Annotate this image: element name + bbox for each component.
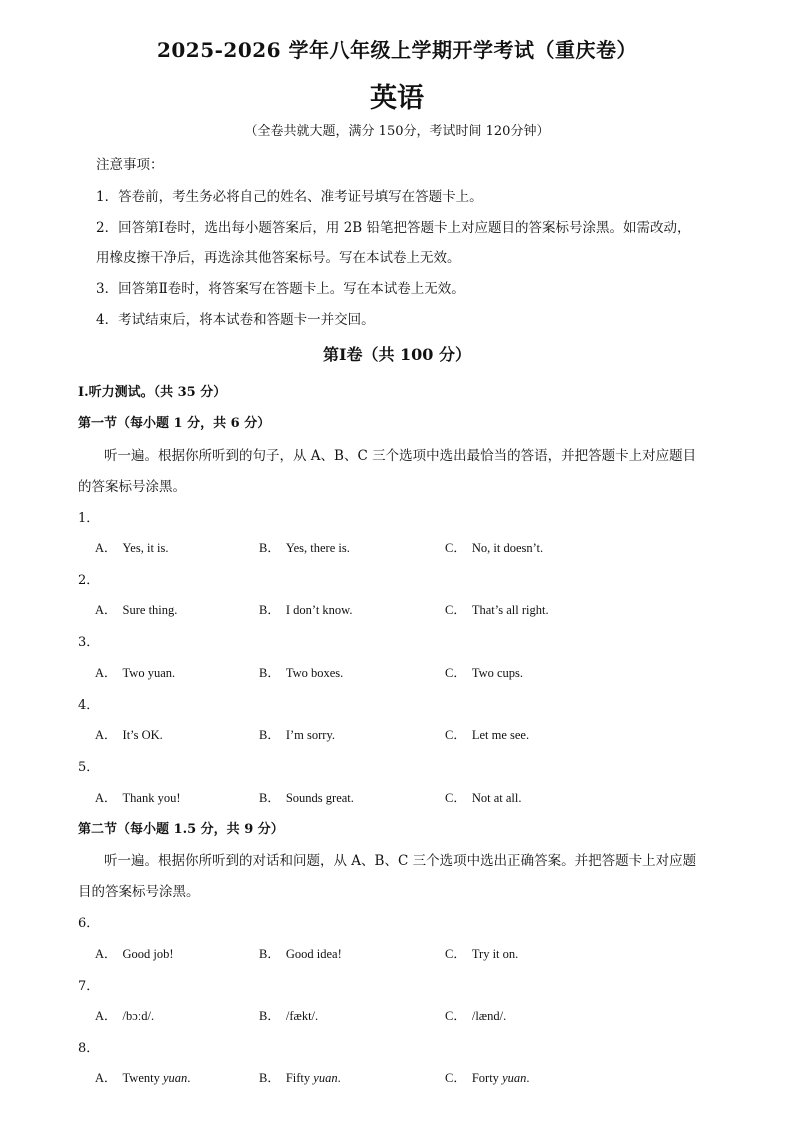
option-b: B． I don’t know. xyxy=(259,603,353,617)
section1-heading: 第一节（每小题 1 分，共 6 分） xyxy=(78,416,271,431)
option-a: A． Yes, it is. xyxy=(95,541,169,555)
notice-item-1: 1．答卷前，考生务必将自己的姓名、准考证号填写在答题卡上。 xyxy=(96,189,483,205)
option-a: A． Sure thing. xyxy=(95,603,178,617)
option-b: B． Yes, there is. xyxy=(259,541,350,555)
section2-heading: 第二节（每小题 1.5 分，共 9 分） xyxy=(78,822,284,837)
option-b: B． Two boxes. xyxy=(259,666,344,680)
question-number: 1． xyxy=(78,511,100,526)
subject-title: 英语 xyxy=(370,83,424,114)
notice-item-2-cont: 用橡皮擦干净后，再选涂其他答案标号。写在本试卷上无效。 xyxy=(96,250,461,266)
option-a: A． /bɔːd/. xyxy=(95,1009,155,1023)
option-c: C． Let me see. xyxy=(445,728,530,742)
notice-heading: 注意事项： xyxy=(96,157,164,173)
notice-item-3: 3．回答第Ⅱ卷时，将答案写在答题卡上。写在本试卷上无效。 xyxy=(96,281,465,297)
exam-info: （全卷共就大题，满分 150分，考试时间 120分钟） xyxy=(244,124,550,139)
question-number: 7． xyxy=(78,979,100,994)
option-b: B． I’m sorry. xyxy=(259,728,336,742)
option-c: C． No, it doesn’t. xyxy=(445,541,544,555)
part-heading: I.听力测试。（共 35 分） xyxy=(78,385,227,400)
section1-instruction: 听一遍。根据你所听到的句子，从 A、B、C 三个选项中选出最恰当的答语，并把答题卡上对应题目 xyxy=(104,448,697,464)
notice-item-2: 2．回答第Ⅰ卷时，选出每小题答案后，用 2B 铅笔把答题卡上对应题目的答案标号涂黑。如需改动， xyxy=(96,220,691,236)
option-c: C． Not at all. xyxy=(445,791,522,805)
option-c: C． Two cups. xyxy=(445,666,524,680)
option-c: C． /lænd/. xyxy=(445,1009,507,1023)
option-a: A． Good job! xyxy=(95,947,174,961)
option-a: A． Twenty yuan. xyxy=(95,1071,191,1085)
notice-item-4: 4．考试结束后，将本试卷和答题卡一并交回。 xyxy=(96,312,375,328)
section1-instruction-cont: 的答案标号涂黑。 xyxy=(78,479,186,495)
question-number: 8． xyxy=(78,1041,100,1056)
question-number: 2． xyxy=(78,573,100,588)
option-c: C． Try it on. xyxy=(445,947,519,961)
option-a: A． Two yuan. xyxy=(95,666,176,680)
question-number: 4． xyxy=(78,698,100,713)
option-a: A． It’s OK. xyxy=(95,728,163,742)
question-number: 3． xyxy=(78,635,100,650)
option-a: A． Thank you! xyxy=(95,791,181,805)
option-b: B． Fifty yuan. xyxy=(259,1071,341,1085)
volume-title: 第Ⅰ卷（共 100 分） xyxy=(322,345,472,364)
section2-instruction-cont: 目的答案标号涂黑。 xyxy=(78,884,200,900)
exam-title: 2025-2026 学年八年级上学期开学考试（重庆卷） xyxy=(156,38,638,62)
option-b: B． /fækt/. xyxy=(259,1009,319,1023)
option-b: B． Sounds great. xyxy=(259,791,354,805)
question-number: 5． xyxy=(78,760,100,775)
option-b: B． Good idea! xyxy=(259,947,342,961)
question-number: 6． xyxy=(78,916,100,931)
option-c: C． That’s all right. xyxy=(445,603,549,617)
section2-instruction: 听一遍。根据你所听到的对话和问题，从 A、B、C 三个选项中选出正确答案。并把答题卡上对应题 xyxy=(104,853,697,869)
option-c: C． Forty yuan. xyxy=(445,1071,530,1085)
